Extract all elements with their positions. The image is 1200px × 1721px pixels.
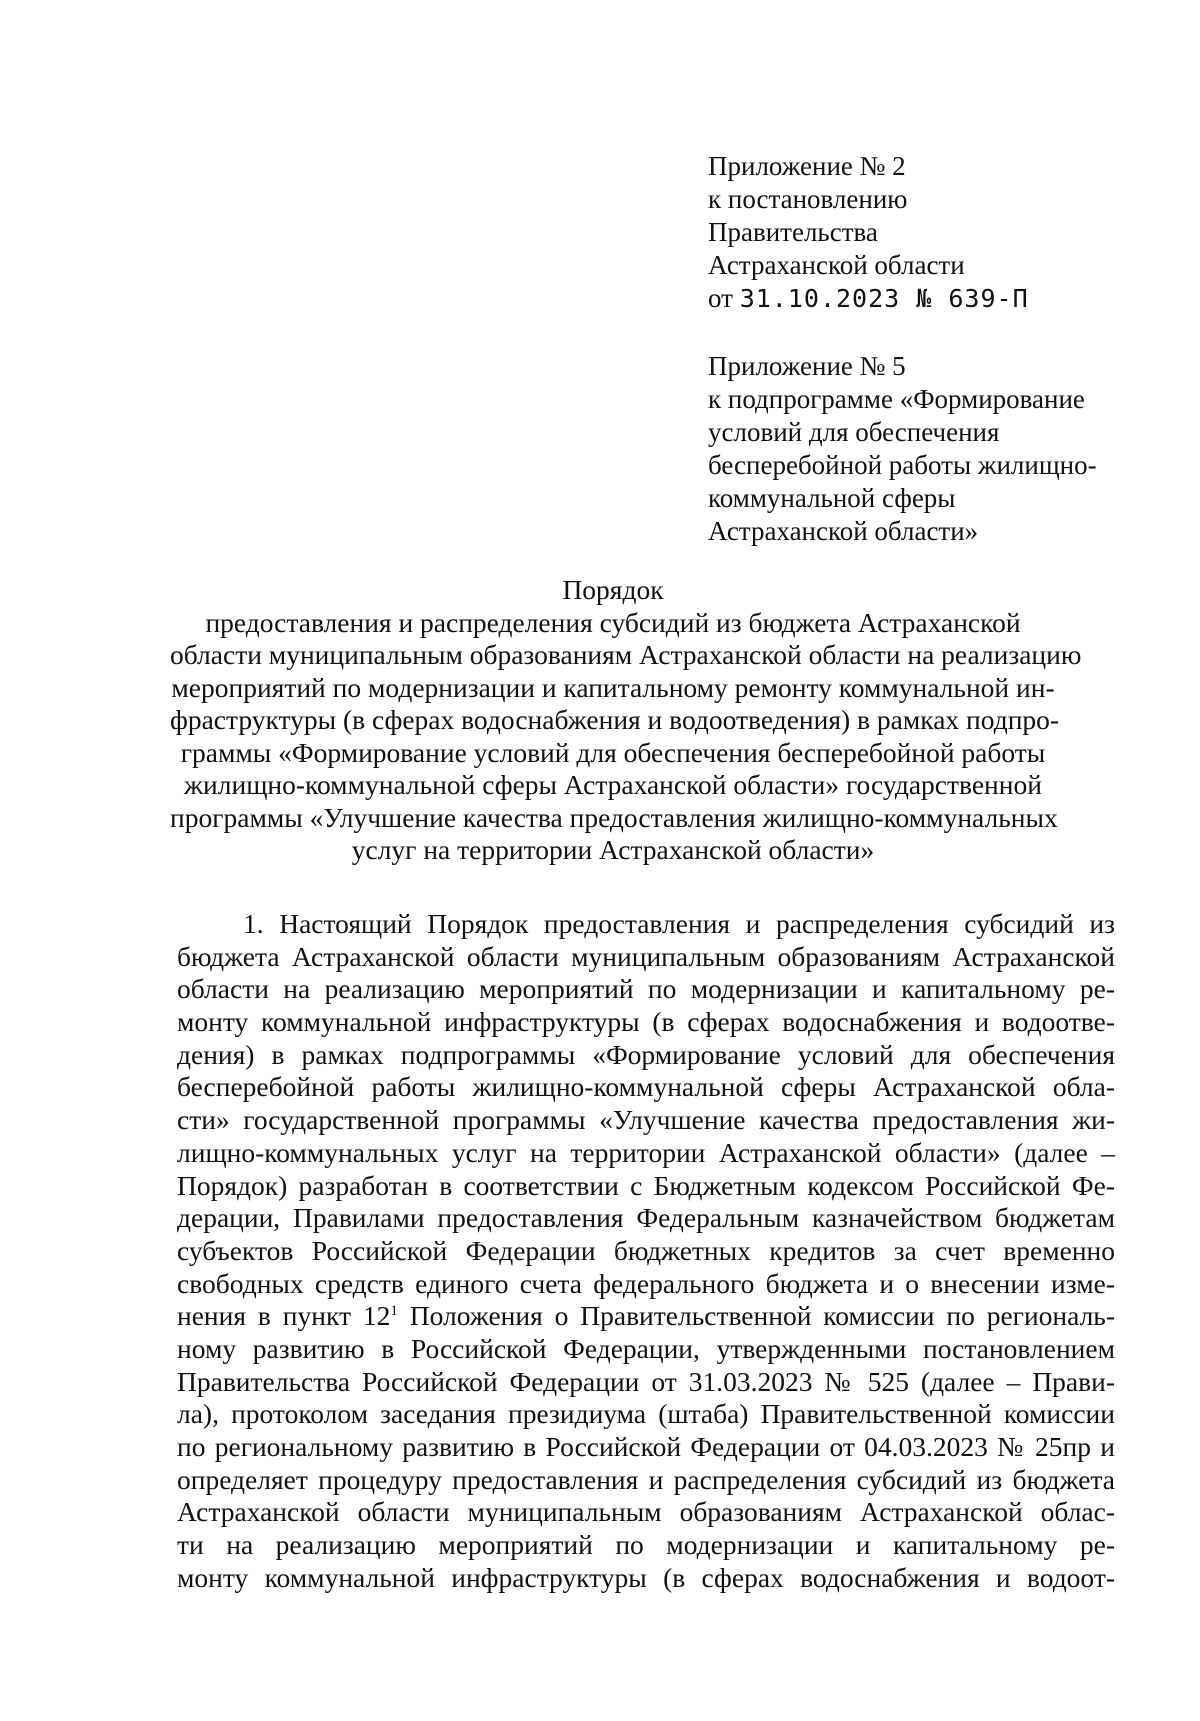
- body-line-start: нения в пункт 12: [177, 1300, 391, 1332]
- body-line: ному развитию в Российской Федерации, утвержденными постановлением: [177, 1332, 1115, 1364]
- title-line: фраструктуры (в сферах водоснабжения и водоотведения) в рамках подпро-: [170, 704, 1060, 735]
- appendix-2-line: Астраханской области: [708, 250, 965, 280]
- appendix-2-line: к постановлению: [708, 184, 908, 214]
- title-line: программы «Улучшение качества предоставления жилищно-коммунальных: [170, 801, 1058, 833]
- body-line: ла), протоколом заседания президиума (штаба) Правительственной комиссии: [177, 1398, 1115, 1430]
- title-line: мероприятий по модернизации и капитальному ремонту коммунальной ин-: [171, 671, 1055, 703]
- appendix-5-line: коммунальной сферы: [708, 483, 956, 513]
- appendix-5-line: Астраханской области»: [708, 516, 979, 546]
- date-number-stamp: 31.10.2023 № 639-П: [739, 284, 1029, 313]
- appendix-2-line: Правительства: [708, 217, 878, 247]
- body-line: бесперебойной работы жилищно-коммунальной сферы Астраханской обла-: [177, 1071, 1115, 1103]
- appendix-2-block: [708, 150, 1148, 315]
- document-body: [177, 908, 1115, 1594]
- title-line: области муниципальным образованиям Астраханской области на реализацию: [170, 639, 1082, 670]
- title-line: граммы «Формирование условий для обеспечения бесперебойной работы: [180, 736, 1046, 768]
- body-line: Правительства Российской Федерации от 31.03.2023 № 525 (далее – Прави-: [177, 1365, 1115, 1397]
- body-line: по региональному развитию в Российской Федерации от 04.03.2023 № 25пр и: [177, 1431, 1115, 1462]
- body-line: монту коммунальной инфраструктуры (в сферах водоснабжения и водоот-: [177, 1561, 1115, 1593]
- body-line: сти» государственной программы «Улучшение качества предоставления жи-: [177, 1104, 1115, 1136]
- title-line: услуг на территории Астраханской области»: [351, 834, 875, 865]
- body-line: определяет процедуру предоставления и распределения субсидий из бюджета: [177, 1463, 1115, 1495]
- body-line: ти на реализацию мероприятий по модернизации и капитальному ре-: [177, 1529, 1115, 1561]
- body-line: лищно-коммунальных услуг на территории Астраханской области» (далее –: [177, 1136, 1115, 1168]
- body-line: Порядок) разработан в соответствии с Бюджетным кодексом Российской Фе-: [177, 1169, 1115, 1201]
- appendix-5-line: условий для обеспечения: [708, 417, 1000, 447]
- body-line: 1. Настоящий Порядок предоставления и распределения субсидий из: [243, 908, 1115, 939]
- body-line-end: Положения о Правительственной комиссии по региональ-: [397, 1300, 1115, 1332]
- title-heading: Порядок: [562, 574, 664, 605]
- appendix-5-block: [708, 350, 1148, 548]
- body-line: Астраханской области муниципальным образованиям Астраханской облас-: [177, 1496, 1115, 1528]
- appendix-5-line: Приложение № 5: [708, 351, 906, 381]
- appendix-5-line: бесперебойной работы жилищно-: [708, 450, 1097, 480]
- title-line: предоставления и распределения субсидий из бюджета Астраханской: [205, 606, 1021, 638]
- date-prefix: от: [708, 283, 733, 313]
- appendix-5-line: к подпрограмме «Формирование: [708, 384, 1085, 414]
- appendix-2-date-line: [708, 282, 1148, 315]
- body-line-with-superscript: [177, 1300, 1115, 1333]
- body-line: субъектов Российской Федерации бюджетных кредитов за счет временно: [177, 1234, 1115, 1266]
- title-line: жилищно-коммунальной сферы Астраханской области» государственной: [184, 769, 1042, 800]
- body-line: дерации, Правилами предоставления Федеральным казначейством бюджетам: [177, 1202, 1115, 1234]
- superscript-index: 1: [390, 1303, 398, 1320]
- body-line: области на реализацию мероприятий по модернизации и капитальному ре-: [177, 973, 1115, 1005]
- appendix-2-line: Приложение № 2: [708, 151, 906, 181]
- body-line: монту коммунальной инфраструктуры (в сферах водоснабжения и водоотве-: [177, 1006, 1115, 1038]
- body-line: свободных средств единого счета федерального бюджета и о внесении изме-: [177, 1267, 1115, 1299]
- document-title: [170, 574, 1082, 867]
- body-line: бюджета Астраханской области муниципальным образованиям Астраханской: [177, 940, 1115, 972]
- body-line: дения) в рамках подпрограммы «Формирование условий для обеспечения: [177, 1038, 1115, 1070]
